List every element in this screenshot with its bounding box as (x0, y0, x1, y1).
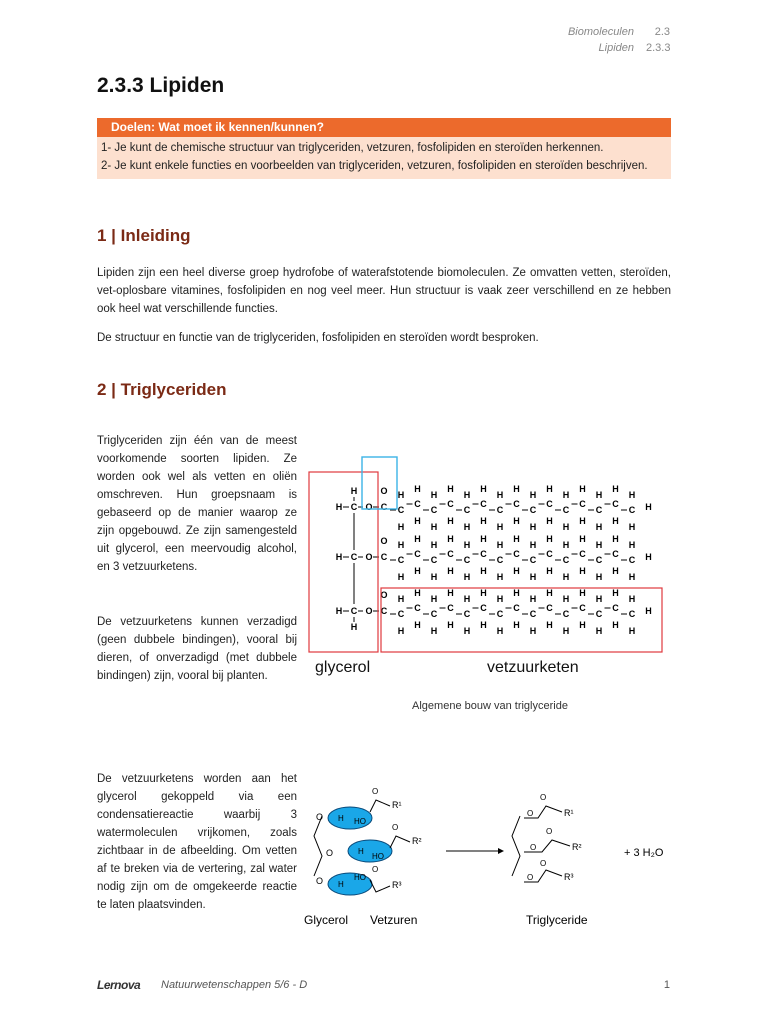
svg-text:H: H (562, 522, 570, 532)
label-glycerol-reactant: Glycerol (304, 913, 349, 927)
svg-text:C: C (546, 549, 553, 559)
svg-text:O: O (380, 590, 388, 600)
svg-text:H: H (628, 626, 636, 636)
header-chapter: Biomoleculen (567, 26, 634, 38)
water-byproduct-label: + 3 H₂O (624, 847, 664, 859)
svg-text:H: H (463, 626, 471, 636)
svg-text:H: H (350, 622, 358, 632)
goals-box (97, 118, 671, 179)
svg-text:H: H (480, 620, 487, 630)
page-title: 2.3.3 Lipiden (97, 74, 225, 97)
svg-text:C: C (628, 555, 636, 565)
svg-text:C: C (612, 499, 619, 509)
svg-text:C: C (480, 499, 487, 509)
svg-text:H: H (414, 620, 421, 630)
svg-text:H: H (463, 540, 471, 550)
svg-text:C: C (397, 555, 405, 565)
course-title: Natuurwetenschappen 5/6 - D (161, 979, 308, 991)
svg-text:H: H (595, 572, 603, 582)
svg-text:H: H (612, 516, 619, 526)
svg-text:O: O (527, 873, 534, 882)
svg-text:C: C (414, 499, 421, 509)
figure-caption-triglyceride: Algemene bouw van triglyceride (412, 700, 568, 712)
svg-text:H: H (463, 490, 471, 500)
svg-text:H: H (546, 516, 553, 526)
svg-text:O: O (365, 502, 373, 512)
svg-text:C: C (529, 609, 537, 619)
svg-text:H: H (447, 534, 454, 544)
svg-text:H: H (645, 606, 652, 616)
svg-text:H: H (496, 594, 504, 604)
paragraph-triglyceriden-2: De vetzuurketens kunnen verzadigd (geen dubbele bindingen), vooral bij dieren, of onverzadigd (met dubbele bindingen) zijn, vooral bij planten. (97, 616, 297, 682)
svg-text:H: H (447, 484, 454, 494)
svg-text:O: O (540, 859, 547, 868)
svg-text:H: H (496, 626, 504, 636)
svg-text:H: H (335, 552, 343, 562)
svg-text:H: H (397, 594, 405, 604)
svg-text:H: H (529, 540, 537, 550)
header-chapter-num: 2.3 (654, 26, 670, 38)
svg-text:C: C (628, 609, 636, 619)
svg-text:C: C (496, 505, 504, 515)
svg-text:H: H (645, 552, 652, 562)
svg-text:H: H (480, 588, 487, 598)
svg-text:O: O (540, 793, 547, 802)
svg-text:H: H (358, 847, 364, 856)
svg-text:H: H (546, 620, 553, 630)
svg-text:H: H (463, 522, 471, 532)
svg-text:H: H (414, 566, 421, 576)
svg-text:C: C (430, 505, 438, 515)
svg-text:H: H (628, 594, 636, 604)
svg-text:H: H (447, 620, 454, 630)
svg-text:C: C (579, 603, 586, 613)
r1-label: R¹ (392, 800, 402, 810)
svg-text:H: H (397, 572, 405, 582)
svg-text:H: H (546, 534, 553, 544)
svg-text:H: H (562, 490, 570, 500)
paragraph-triglyceriden-1: Triglyceriden zijn één van de meest voorkomende soorten lipiden. Ze worden ook wel als vetten en oliën omschreven. Hun groepsnaam is gebaseerd op de manier waarop ze zijn opgebouwd. Ze zijn samengesteld uit glycerol, een meervoudig alcohol, en 3 vetzuurketens. (97, 435, 297, 573)
svg-text:C: C (513, 499, 520, 509)
svg-text:H: H (595, 540, 603, 550)
section-heading-inleiding: 1 | Inleiding (97, 226, 191, 245)
svg-text:H: H (628, 540, 636, 550)
svg-text:H: H (579, 484, 586, 494)
r3-label: R³ (392, 880, 402, 890)
svg-text:H: H (595, 626, 603, 636)
svg-text:H: H (430, 522, 438, 532)
svg-text:H: H (335, 606, 343, 616)
svg-text:H: H (529, 572, 537, 582)
svg-text:H: H (338, 880, 344, 889)
svg-text:H: H (447, 516, 454, 526)
svg-text:C: C (414, 603, 421, 613)
running-header (568, 24, 670, 56)
svg-text:C: C (463, 505, 471, 515)
label-fatty-acid-chain: vetzuurketen (487, 659, 579, 676)
svg-text:H: H (562, 572, 570, 582)
svg-text:H: H (612, 484, 619, 494)
svg-text:H: H (513, 620, 520, 630)
svg-text:O: O (527, 809, 534, 818)
svg-text:H: H (496, 490, 504, 500)
svg-text:H: H (562, 626, 570, 636)
svg-text:C: C (546, 499, 553, 509)
svg-text:C: C (579, 499, 586, 509)
svg-text:H: H (397, 626, 405, 636)
svg-text:H: H (397, 540, 405, 550)
svg-text:H: H (480, 566, 487, 576)
header-section: Lipiden (598, 42, 634, 54)
svg-text:C: C (430, 609, 438, 619)
svg-text:O: O (372, 865, 379, 874)
svg-text:HO: HO (354, 817, 366, 826)
svg-text:C: C (595, 609, 603, 619)
svg-text:H: H (595, 594, 603, 604)
svg-text:H: H (612, 534, 619, 544)
svg-text:C: C (480, 549, 487, 559)
oxygen-atom: O (316, 876, 324, 886)
svg-text:C: C (496, 609, 504, 619)
svg-text:C: C (380, 606, 388, 616)
goal-item-1: 1- Je kunt de chemische structuur van triglyceriden, vetzuren, fosfolipiden en steroïden herkennen. (101, 142, 604, 154)
svg-text:C: C (447, 603, 454, 613)
svg-text:C: C (380, 552, 388, 562)
svg-text:C: C (546, 603, 553, 613)
svg-text:H: H (430, 490, 438, 500)
svg-text:H: H (628, 490, 636, 500)
triglyceride-structure-figure (305, 452, 675, 684)
goal-item-2: 2- Je kunt enkele functies en voorbeelden van triglyceriden, vetzuren, fosfolipiden en steroïden beschrijven. (101, 160, 648, 172)
header-section-num: 2.3.3 (646, 42, 671, 54)
glycerol-highlight-box (309, 472, 378, 652)
page-number: 1 (663, 979, 670, 991)
water-removal-oval-2 (348, 840, 392, 862)
svg-text:C: C (463, 609, 471, 619)
label-glycerol: glycerol (315, 659, 371, 676)
svg-text:C: C (628, 505, 636, 515)
fatty-acid-chain-highlight-box (381, 588, 662, 652)
svg-text:H: H (335, 502, 343, 512)
svg-text:O: O (546, 827, 553, 836)
svg-text:H: H (595, 490, 603, 500)
svg-text:H: H (414, 534, 421, 544)
svg-text:C: C (350, 552, 358, 562)
svg-text:H: H (562, 540, 570, 550)
svg-text:O: O (380, 536, 388, 546)
svg-text:H: H (546, 588, 553, 598)
svg-text:H: H (529, 522, 537, 532)
svg-text:H: H (338, 814, 344, 823)
svg-text:O: O (392, 823, 399, 832)
product-r3-label: R³ (564, 872, 574, 882)
svg-text:H: H (447, 566, 454, 576)
product-r1-label: R¹ (564, 808, 574, 818)
svg-text:C: C (529, 505, 537, 515)
r2-label: R² (412, 836, 422, 846)
svg-text:H: H (579, 588, 586, 598)
svg-text:C: C (430, 555, 438, 565)
svg-text:O: O (365, 606, 373, 616)
svg-text:C: C (380, 502, 388, 512)
svg-text:H: H (480, 484, 487, 494)
svg-text:C: C (595, 555, 603, 565)
svg-text:H: H (513, 588, 520, 598)
svg-text:C: C (397, 505, 405, 515)
product-r2-label: R² (572, 842, 582, 852)
svg-text:H: H (546, 484, 553, 494)
svg-text:C: C (513, 603, 520, 613)
svg-text:C: C (513, 549, 520, 559)
svg-text:C: C (562, 505, 570, 515)
svg-text:C: C (579, 549, 586, 559)
svg-text:H: H (430, 540, 438, 550)
svg-text:H: H (612, 566, 619, 576)
svg-text:H: H (350, 486, 358, 496)
paragraph-triglyceriden-3: De vetzuurketens worden aan het glycerol gekoppeld via een condensatiereactie waarbij 3 watermoleculen vrijkomen, zoals zichtbaar in de afbeelding. Om vetten af te breken via de vertering, zal water nodig zijn om de omgekeerde reactie te laten plaatsvinden. (97, 773, 297, 911)
svg-text:H: H (645, 502, 652, 512)
svg-text:C: C (612, 603, 619, 613)
svg-text:O: O (530, 843, 537, 852)
svg-text:H: H (612, 620, 619, 630)
svg-text:H: H (628, 522, 636, 532)
svg-text:H: H (513, 484, 520, 494)
svg-text:H: H (496, 522, 504, 532)
goals-heading: Doelen: Wat moet ik kennen/kunnen? (97, 118, 671, 137)
svg-text:H: H (430, 572, 438, 582)
svg-text:C: C (350, 606, 358, 616)
label-triglyceride-product: Triglyceride (526, 913, 588, 927)
svg-text:H: H (579, 566, 586, 576)
svg-text:H: H (480, 516, 487, 526)
svg-text:C: C (463, 555, 471, 565)
svg-text:O: O (380, 486, 388, 496)
svg-text:H: H (579, 534, 586, 544)
svg-text:H: H (529, 594, 537, 604)
svg-text:H: H (546, 566, 553, 576)
svg-text:HO: HO (372, 852, 384, 861)
goals-list (97, 137, 671, 179)
publisher-logo: Lernova (97, 978, 141, 992)
svg-text:H: H (496, 540, 504, 550)
svg-text:H: H (480, 534, 487, 544)
svg-text:H: H (513, 516, 520, 526)
svg-text:H: H (447, 588, 454, 598)
svg-text:H: H (612, 588, 619, 598)
svg-text:C: C (529, 555, 537, 565)
svg-text:H: H (397, 522, 405, 532)
svg-text:C: C (480, 603, 487, 613)
svg-text:H: H (397, 490, 405, 500)
paragraph-inleiding-2: De structuur en functie van de triglyceriden, fosfolipiden en steroïden wordt besproken. (97, 332, 539, 344)
label-fatty-acids: Vetzuren (370, 913, 418, 927)
paragraph-inleiding-1: Lipiden zijn een heel diverse groep hydrofobe of waterafstotende biomoleculen. Ze omvatten vetten, steroïden, vet-oplosbare vitamines, fosfolipiden en nog veel meer. Hun structuur is vaak zeer verschillend en ze hebben ook heel wat verschillende functies. (97, 267, 671, 315)
svg-text:C: C (612, 549, 619, 559)
svg-text:C: C (414, 549, 421, 559)
condensation-reaction-figure (302, 776, 674, 936)
oxygen-atom: O (326, 848, 334, 858)
svg-text:H: H (430, 626, 438, 636)
oxygen-atom: O (316, 812, 324, 822)
svg-text:H: H (414, 516, 421, 526)
svg-text:H: H (579, 516, 586, 526)
svg-text:H: H (430, 594, 438, 604)
svg-text:O: O (365, 552, 373, 562)
page-footer (97, 978, 670, 994)
svg-text:H: H (513, 566, 520, 576)
section-heading-triglyceriden: 2 | Triglyceriden (97, 380, 227, 399)
svg-text:H: H (414, 484, 421, 494)
svg-text:C: C (595, 505, 603, 515)
svg-text:C: C (562, 609, 570, 619)
svg-text:C: C (350, 502, 358, 512)
svg-text:O: O (372, 787, 379, 796)
svg-text:H: H (463, 594, 471, 604)
svg-text:H: H (595, 522, 603, 532)
svg-text:C: C (447, 499, 454, 509)
svg-text:H: H (529, 626, 537, 636)
svg-text:HO: HO (354, 873, 366, 882)
svg-text:H: H (529, 490, 537, 500)
svg-text:C: C (397, 609, 405, 619)
svg-text:H: H (463, 572, 471, 582)
svg-text:C: C (496, 555, 504, 565)
svg-text:H: H (496, 572, 504, 582)
svg-text:H: H (579, 620, 586, 630)
svg-text:H: H (414, 588, 421, 598)
svg-text:C: C (447, 549, 454, 559)
svg-text:H: H (628, 572, 636, 582)
svg-text:C: C (562, 555, 570, 565)
svg-text:H: H (562, 594, 570, 604)
svg-text:H: H (513, 534, 520, 544)
